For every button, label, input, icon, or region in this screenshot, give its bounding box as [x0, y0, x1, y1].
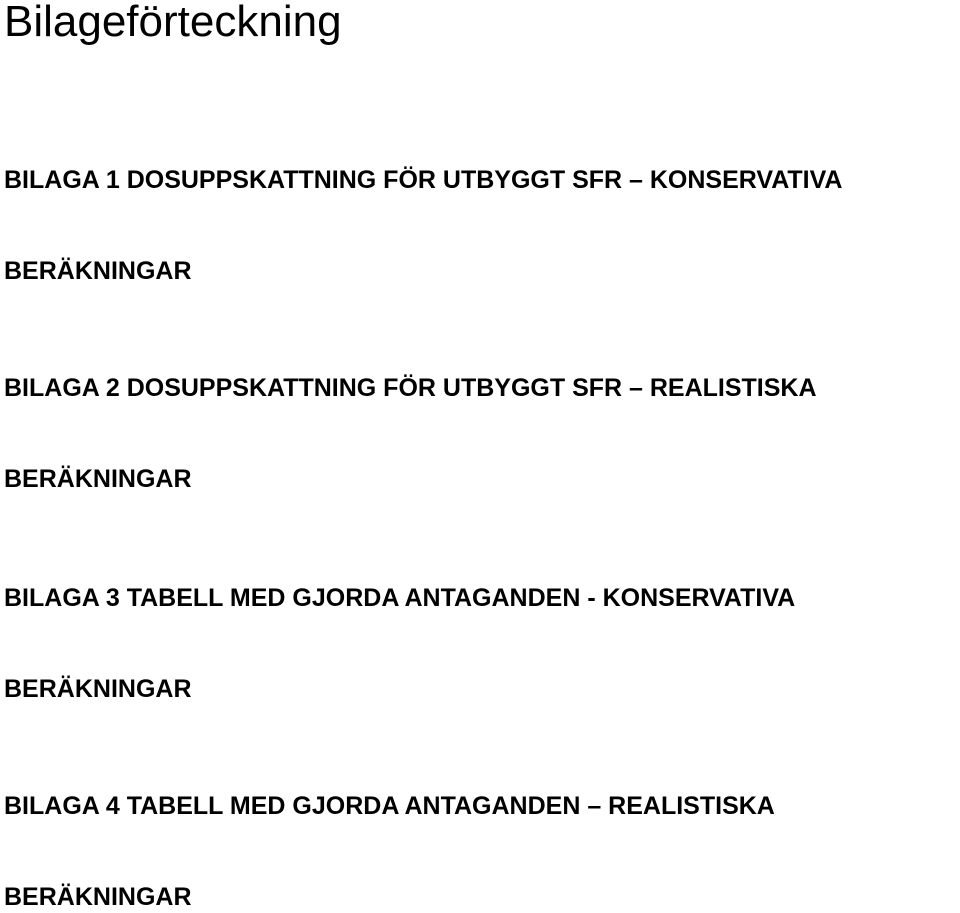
appendix-4-title-line: BILAGA 4 TABELL MED GJORDA ANTAGANDEN – REALISTISKA [4, 792, 775, 820]
appendix-1-title-line: BILAGA 1 DOSUPPSKATTNING FÖR UTBYGGT SFR – KONSERVATIVA [4, 166, 843, 194]
appendix-3-title-line: BILAGA 3 TABELL MED GJORDA ANTAGANDEN - KONSERVATIVA [4, 584, 796, 612]
appendix-1-title-continuation: BERÄKNINGAR [4, 257, 192, 285]
appendix-2-title-line: BILAGA 2 DOSUPPSKATTNING FÖR UTBYGGT SFR – REALISTISKA [4, 374, 817, 402]
appendix-3-title-continuation: BERÄKNINGAR [4, 675, 192, 703]
page-title: Bilageförteckning [4, 0, 342, 46]
appendix-4-title-continuation: BERÄKNINGAR [4, 883, 192, 911]
appendix-2-title-continuation: BERÄKNINGAR [4, 465, 192, 493]
